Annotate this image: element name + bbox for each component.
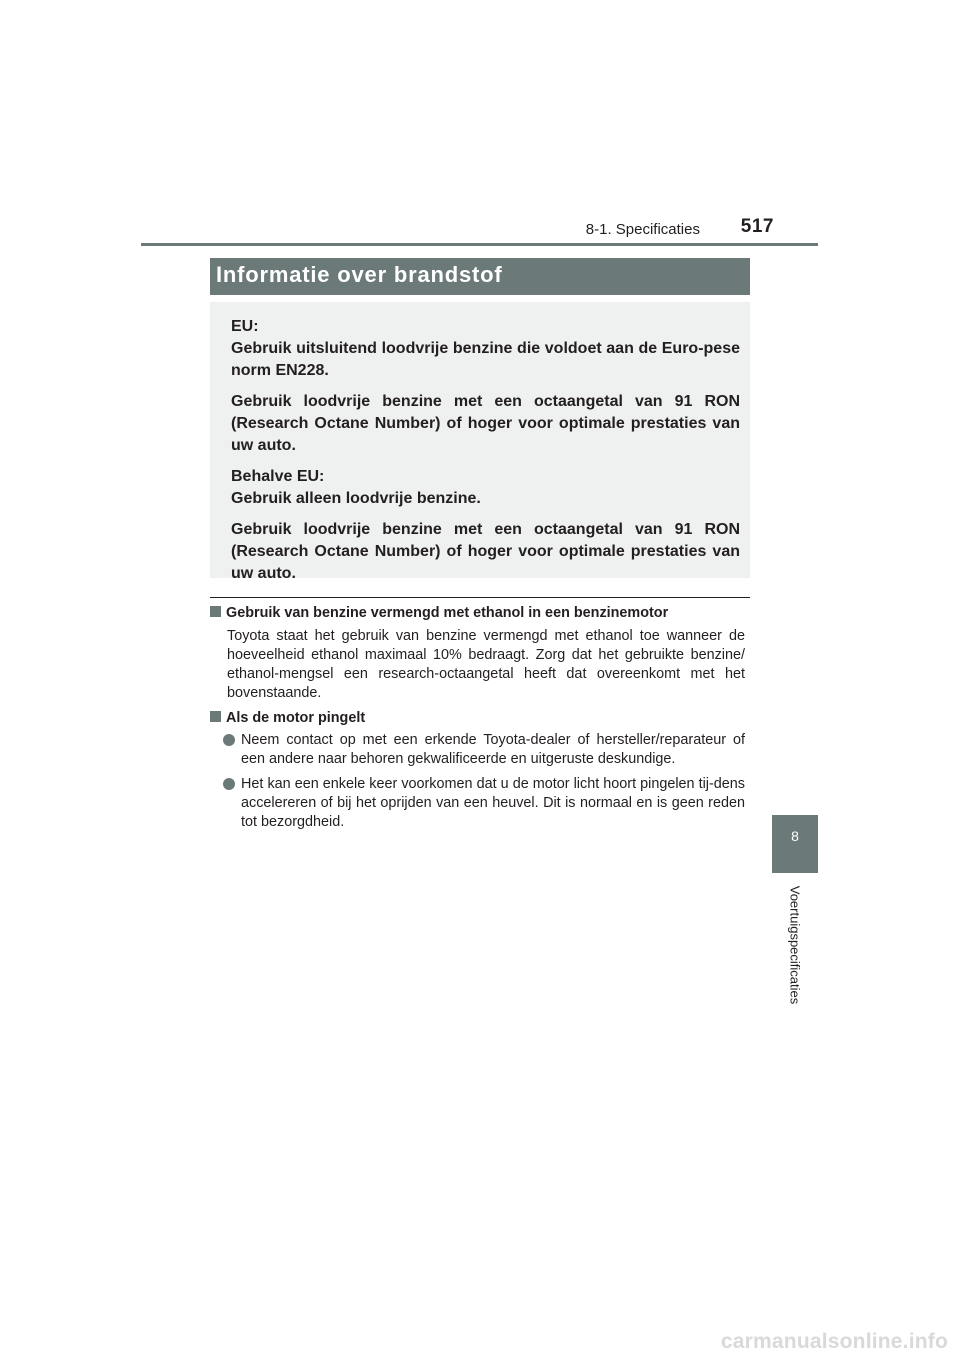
info-box-content bbox=[231, 316, 740, 594]
page-number: 517 bbox=[740, 216, 774, 237]
running-header-section: 8-1. Specificaties bbox=[585, 221, 700, 238]
body-content bbox=[210, 604, 750, 838]
info-paragraph-non-eu: Behalve EU: Gebruik alleen loodvrije benzine. bbox=[231, 468, 481, 507]
info-paragraph-octane: Gebruik loodvrije benzine met een octaangetal van 91 RON (Research Octane Number) of hoger voor optimale prestaties van uw auto. bbox=[231, 393, 740, 454]
section-heading-text: Als de motor pingelt bbox=[226, 710, 366, 726]
section-paragraph: Toyota staat het gebruik van benzine vermengd met ethanol toe wanneer de hoeveelheid ethanol maximaal 10% bedraagt. Zorg dat het gebruikte benzine/ ethanol-mengsel een research-octaangetal heeft dat overeenkomt met het bovenstaande. bbox=[227, 628, 745, 701]
watermark: carmanualsonline.info bbox=[720, 1330, 948, 1353]
section-heading-text: Gebruik van benzine vermengd met ethanol in een benzinemotor bbox=[226, 605, 669, 621]
list-item bbox=[223, 731, 745, 769]
section-divider bbox=[210, 597, 750, 598]
section-heading-knocking bbox=[210, 709, 750, 728]
chapter-tab bbox=[772, 815, 818, 873]
square-bullet-icon bbox=[210, 606, 221, 617]
round-bullet-icon bbox=[223, 734, 235, 746]
square-bullet-icon bbox=[210, 711, 221, 722]
section-heading-ethanol bbox=[210, 604, 750, 623]
info-paragraph-eu: EU: Gebruik uitsluitend loodvrije benzine die voldoet aan de Euro-pese norm EN228. bbox=[231, 318, 740, 379]
list-item-text: Het kan een enkele keer voorkomen dat u de motor licht hoort pingelen tij-dens accelereren of bij het oprijden van een heuvel. Dit is normaal en is geen reden tot bezorgdheid. bbox=[241, 776, 745, 830]
page-title: Informatie over brandstof bbox=[216, 262, 503, 287]
list-item bbox=[223, 775, 745, 832]
header-divider bbox=[141, 243, 818, 246]
chapter-tab-number: 8 bbox=[791, 828, 799, 844]
info-paragraph-octane-2: Gebruik loodvrije benzine met een octaangetal van 91 RON (Research Octane Number) of hoger voor optimale prestaties van uw auto. bbox=[231, 521, 740, 582]
chapter-tab-label: Voertuigspecificaties bbox=[787, 885, 803, 1005]
list-item-text: Neem contact op met een erkende Toyota-dealer of hersteller/reparateur of een andere naar behoren gekwalificeerde en uitgeruste deskundige. bbox=[241, 732, 745, 767]
round-bullet-icon bbox=[223, 778, 235, 790]
